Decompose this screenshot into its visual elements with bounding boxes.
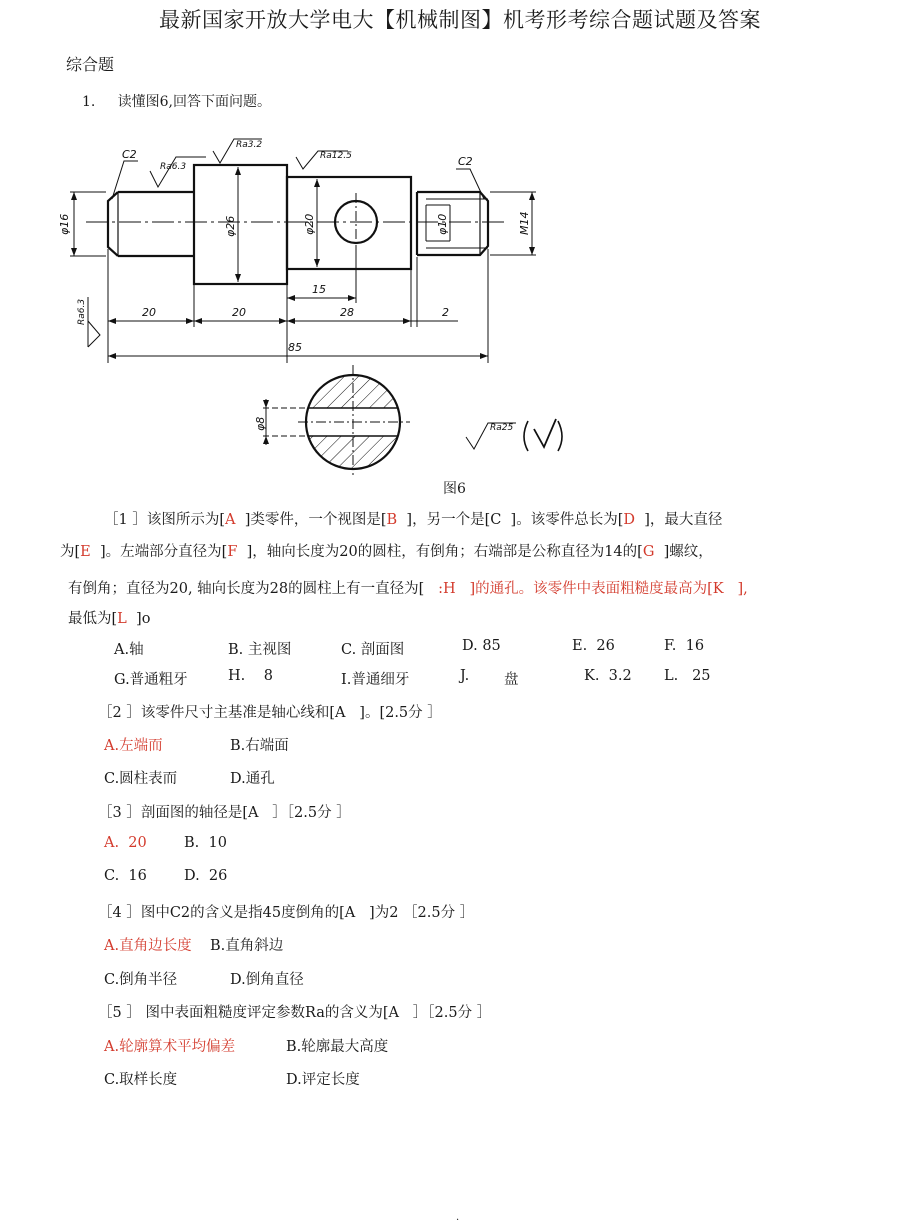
sub1-line4 bbox=[68, 607, 150, 628]
option-g: G.普通粗牙 bbox=[114, 672, 188, 688]
answer-blank-h-k: :H ]的通孔。该零件中表面粗糙度最高为[K ], bbox=[424, 581, 748, 597]
sub3-option-c: C. 16 bbox=[104, 868, 147, 884]
sub3-stem: ［3 ］剖面图的轴径是[A ］［2.5分 ］ bbox=[98, 805, 351, 821]
option-l: L. 25 bbox=[664, 668, 711, 684]
text: 有倒角；直径为20, 轴向长度为28的圆柱上有一直径为[ bbox=[68, 581, 425, 597]
sub2-option-b: B.右端面 bbox=[230, 738, 289, 754]
text: ]，轴向长度为20的圆柱，有倒角；右端部是公称直径为14的[ bbox=[246, 544, 643, 560]
option-a: A.轴 bbox=[114, 642, 144, 658]
answer-blank-a: A bbox=[225, 512, 236, 528]
max-diameter-section bbox=[194, 165, 287, 284]
sub3-option-d: D. 26 bbox=[184, 868, 228, 884]
sub5-option-b: B.轮廓最大高度 bbox=[286, 1039, 389, 1055]
text: 最低为[ bbox=[68, 611, 118, 627]
figure-caption: 图6 bbox=[443, 481, 466, 497]
label-phi10: φ10 bbox=[436, 213, 449, 235]
label-ra125: Ra12.5 bbox=[320, 151, 352, 161]
label-c2-right: C2 bbox=[458, 155, 473, 168]
text: ]，另一个是[C bbox=[406, 512, 502, 528]
answer-blank-g: G bbox=[642, 544, 655, 560]
sub2-stem: ［2 ］该零件尺寸主基准是轴心线和[A ]。[2.5分 ］ bbox=[98, 705, 442, 721]
text: 为[ bbox=[60, 544, 81, 560]
shaft-drawing bbox=[58, 125, 598, 475]
text: ]o bbox=[136, 611, 151, 627]
answer-blank-d: D bbox=[623, 512, 636, 528]
label-ra32: Ra3.2 bbox=[236, 140, 263, 150]
label-m14: M14 bbox=[518, 211, 531, 235]
section-heading: 综合题 bbox=[66, 55, 115, 74]
label-dim-20b: 20 bbox=[232, 306, 246, 319]
label-ra63-left: Ra6.3 bbox=[77, 298, 87, 325]
option-j-text: 盘 bbox=[504, 672, 519, 688]
sub4-option-a: A.直角边长度 bbox=[104, 938, 192, 954]
text: ]。该零件总长为[ bbox=[510, 512, 624, 528]
label-dim-2: 2 bbox=[442, 306, 449, 319]
sub4-stem: ［4 ］图中C2的含义是指45度倒角的[A ]为2 ［2.5分 ］ bbox=[98, 905, 475, 921]
label-phi26: φ26 bbox=[224, 215, 237, 237]
label-ra63-top: Ra6.3 bbox=[160, 162, 187, 172]
sub2-option-c: C.圆柱表而 bbox=[104, 771, 178, 787]
question-text: 读懂图6,回答下面问题。 bbox=[117, 94, 271, 110]
sub2-option-a: A.左端而 bbox=[104, 738, 163, 754]
text: ]，最大直径 bbox=[644, 512, 723, 528]
option-e: E. 26 bbox=[572, 638, 615, 654]
option-b: B. 主视图 bbox=[228, 642, 292, 658]
answer-blank-f: F bbox=[227, 544, 238, 560]
option-f: F. 16 bbox=[664, 638, 705, 654]
sub1-line2 bbox=[60, 540, 713, 561]
label-phi20: φ20 bbox=[303, 213, 316, 235]
sub1-line1 bbox=[104, 508, 722, 529]
option-i: I.普通细牙 bbox=[341, 672, 410, 688]
sub5-option-d: D.评定长度 bbox=[286, 1072, 360, 1088]
label-dim-15: 15 bbox=[312, 283, 326, 296]
sub2-option-d: D.通孔 bbox=[230, 771, 275, 787]
sub3-option-a: A. 20 bbox=[104, 835, 147, 851]
sub1-line3 bbox=[68, 577, 748, 598]
text: ［1 ］该图所示为[ bbox=[104, 512, 225, 528]
label-dim-28: 28 bbox=[340, 306, 354, 319]
sub4-option-c: C.倒角半径 bbox=[104, 972, 178, 988]
question-number: 1. bbox=[82, 94, 96, 110]
text: ]。左端部分直径为[ bbox=[99, 544, 228, 560]
option-d: D. 85 bbox=[462, 638, 501, 654]
label-phi16: φ16 bbox=[58, 213, 71, 235]
option-k: K. 3.2 bbox=[584, 668, 632, 684]
label-ra25: Ra25 bbox=[490, 423, 514, 433]
page-footer-mark: . bbox=[456, 1212, 460, 1223]
label-dim-20a: 20 bbox=[142, 306, 156, 319]
label-c2-left: C2 bbox=[122, 148, 137, 161]
text: ]类零件，一个视图是[ bbox=[244, 512, 387, 528]
sub3-option-b: B. 10 bbox=[184, 835, 227, 851]
left-chamfer bbox=[108, 192, 118, 256]
sub4-option-b: B.直角斜边 bbox=[210, 938, 284, 954]
answer-blank-e: E bbox=[80, 544, 91, 560]
option-j: J. bbox=[460, 668, 470, 684]
sub4-option-d: D.倒角直径 bbox=[230, 972, 304, 988]
text: ]螺纹， bbox=[663, 544, 713, 560]
option-c: C. 剖面图 bbox=[341, 642, 405, 658]
sub5-option-c: C.取样长度 bbox=[104, 1072, 178, 1088]
label-phi8: φ8 bbox=[254, 416, 267, 431]
question-1 bbox=[82, 91, 271, 111]
document-title: 最新国家开放大学电大【机械制图】机考形考综合题试题及答案 bbox=[159, 8, 761, 32]
label-dim-85: 85 bbox=[288, 341, 302, 354]
sub5-stem: ［5 ］ 图中表面粗糙度评定参数Ra的含义为[A ］［2.5分 ］ bbox=[98, 1005, 492, 1021]
answer-blank-l: L bbox=[117, 611, 127, 627]
option-h: H. 8 bbox=[228, 668, 273, 684]
answer-blank-b: B bbox=[386, 512, 398, 528]
sub5-option-a: A.轮廓算术平均偏差 bbox=[104, 1039, 236, 1055]
